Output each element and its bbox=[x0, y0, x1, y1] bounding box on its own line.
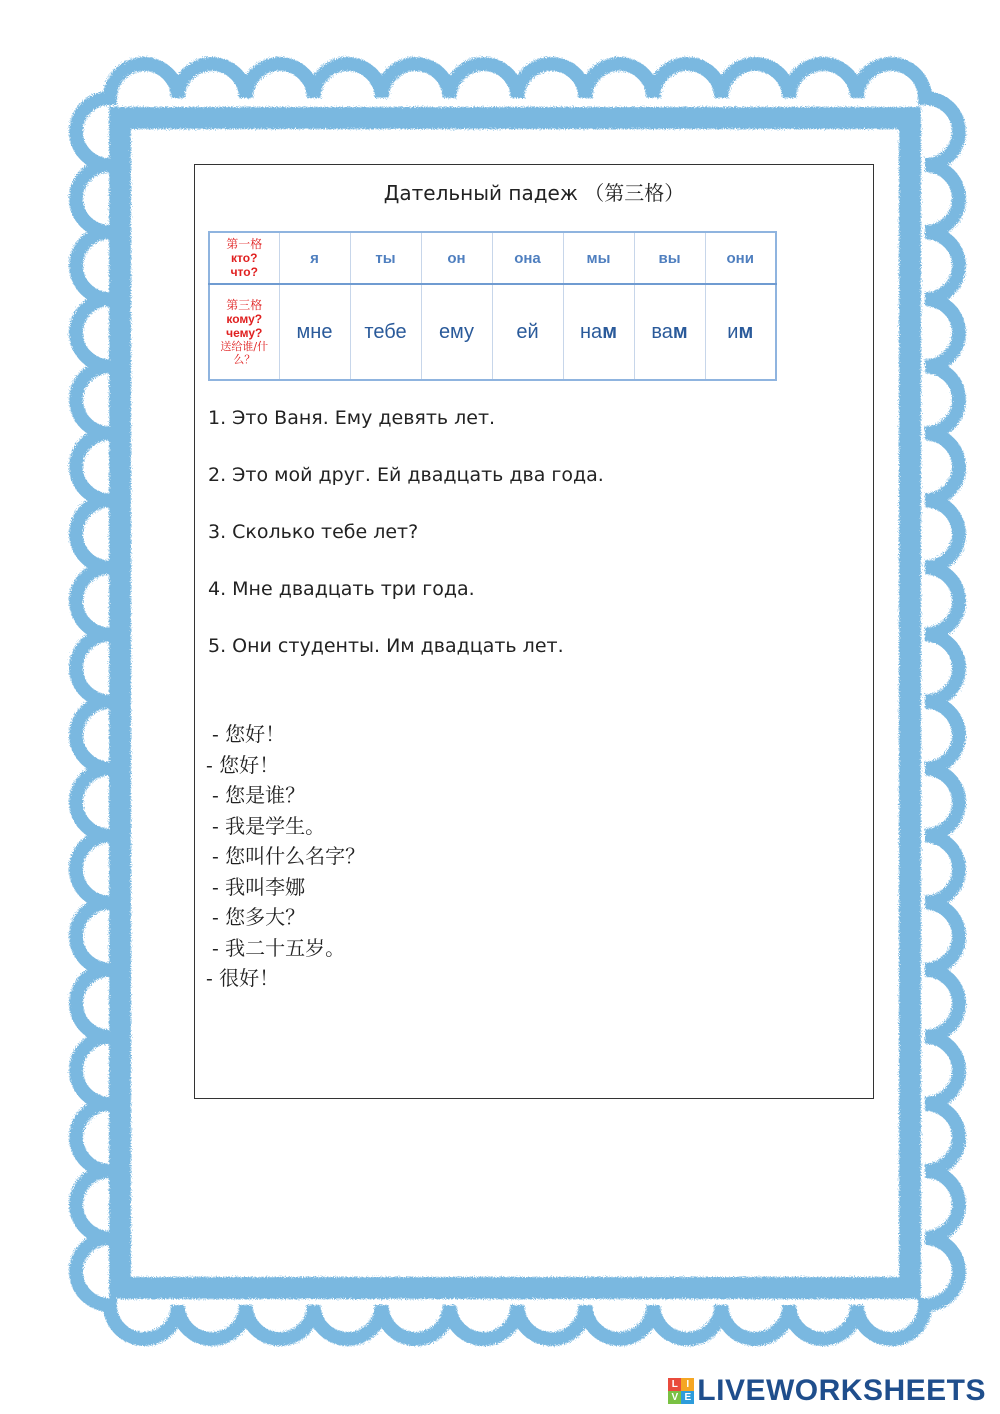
dialogue-line: - 我二十五岁。 bbox=[212, 935, 346, 960]
dative-header-cn: 第三格 bbox=[226, 298, 263, 312]
logo-letter: V bbox=[668, 1391, 681, 1404]
dialogue-line: - 您好！ bbox=[212, 722, 286, 746]
dative-cell bbox=[563, 284, 634, 380]
dative-header-q1: кому? bbox=[226, 312, 263, 326]
nominative-header-q1: кто? bbox=[231, 251, 258, 265]
logo-letter: L bbox=[668, 1378, 681, 1391]
dative-cell bbox=[350, 284, 421, 380]
nominative-cell: вы bbox=[634, 232, 705, 284]
logo-letter: E bbox=[681, 1391, 694, 1404]
dative-plain: ей bbox=[516, 320, 539, 343]
dative-header-cell bbox=[209, 284, 279, 380]
dative-cell bbox=[279, 284, 350, 380]
sentence-item: 3. Сколько тебе лет? bbox=[208, 521, 419, 543]
dialogue-line: - 您叫什么名字？ bbox=[212, 844, 366, 868]
dative-bold: м bbox=[602, 320, 617, 343]
nominative-cell: ты bbox=[350, 232, 421, 284]
sentence-item: 1. Это Ваня. Ему девять лет. bbox=[208, 407, 496, 429]
sentence-item: 2. Это мой друг. Ей двадцать два года. bbox=[208, 464, 604, 486]
dative-cell bbox=[705, 284, 776, 380]
liveworksheets-logo-icon bbox=[668, 1378, 694, 1404]
dative-header-q2: чему? bbox=[226, 326, 263, 340]
dative-plain: тебе bbox=[364, 320, 407, 343]
pronoun-case-table bbox=[208, 231, 777, 381]
dative-plain: и bbox=[727, 320, 739, 343]
dative-cell bbox=[421, 284, 492, 380]
dative-bold: м bbox=[672, 320, 688, 343]
sentence-item: 5. Они студенты. Им двадцать лет. bbox=[208, 635, 564, 657]
dialogue-list bbox=[206, 719, 365, 994]
dialogue-line: - 我是学生。 bbox=[212, 813, 326, 838]
page-title: Дательный падеж （第三格） bbox=[383, 181, 685, 205]
dialogue-line: - 很好！ bbox=[206, 966, 280, 990]
dialogue-line: - 您多大？ bbox=[212, 905, 306, 929]
dative-cell bbox=[492, 284, 563, 380]
dative-plain: ему bbox=[438, 320, 475, 343]
nominative-header-q2: что? bbox=[230, 265, 258, 279]
liveworksheets-brand bbox=[668, 1374, 986, 1408]
dialogue-line: - 我叫李娜 bbox=[212, 874, 306, 899]
dative-plain: ва bbox=[651, 320, 673, 343]
nominative-cell: она bbox=[492, 232, 563, 284]
dative-bold: м bbox=[738, 320, 754, 343]
logo-letter: I bbox=[681, 1378, 694, 1391]
dative-plain: мне bbox=[296, 320, 333, 343]
nominative-cell: они bbox=[705, 232, 776, 284]
nominative-header-cn: 第一格 bbox=[226, 237, 263, 251]
nominative-cell: он bbox=[421, 232, 492, 284]
dative-plain: на bbox=[580, 320, 603, 343]
dialogue-line: - 您好！ bbox=[206, 752, 280, 777]
nominative-header-cell bbox=[209, 232, 279, 284]
dialogue-line: - 您是谁？ bbox=[212, 783, 306, 807]
sentence-item: 4. Мне двадцать три года. bbox=[208, 578, 475, 600]
nominative-cell: я bbox=[279, 232, 350, 284]
brand-name: LIVEWORKSHEETS bbox=[697, 1374, 986, 1407]
worksheet-page bbox=[194, 164, 874, 1099]
dative-header-note: 送给谁/什么？ bbox=[220, 340, 269, 366]
dative-row bbox=[209, 284, 776, 380]
nominative-cell: мы bbox=[563, 232, 634, 284]
nominative-row bbox=[209, 232, 776, 284]
sentence-list bbox=[208, 405, 604, 690]
dative-cell bbox=[634, 284, 705, 380]
